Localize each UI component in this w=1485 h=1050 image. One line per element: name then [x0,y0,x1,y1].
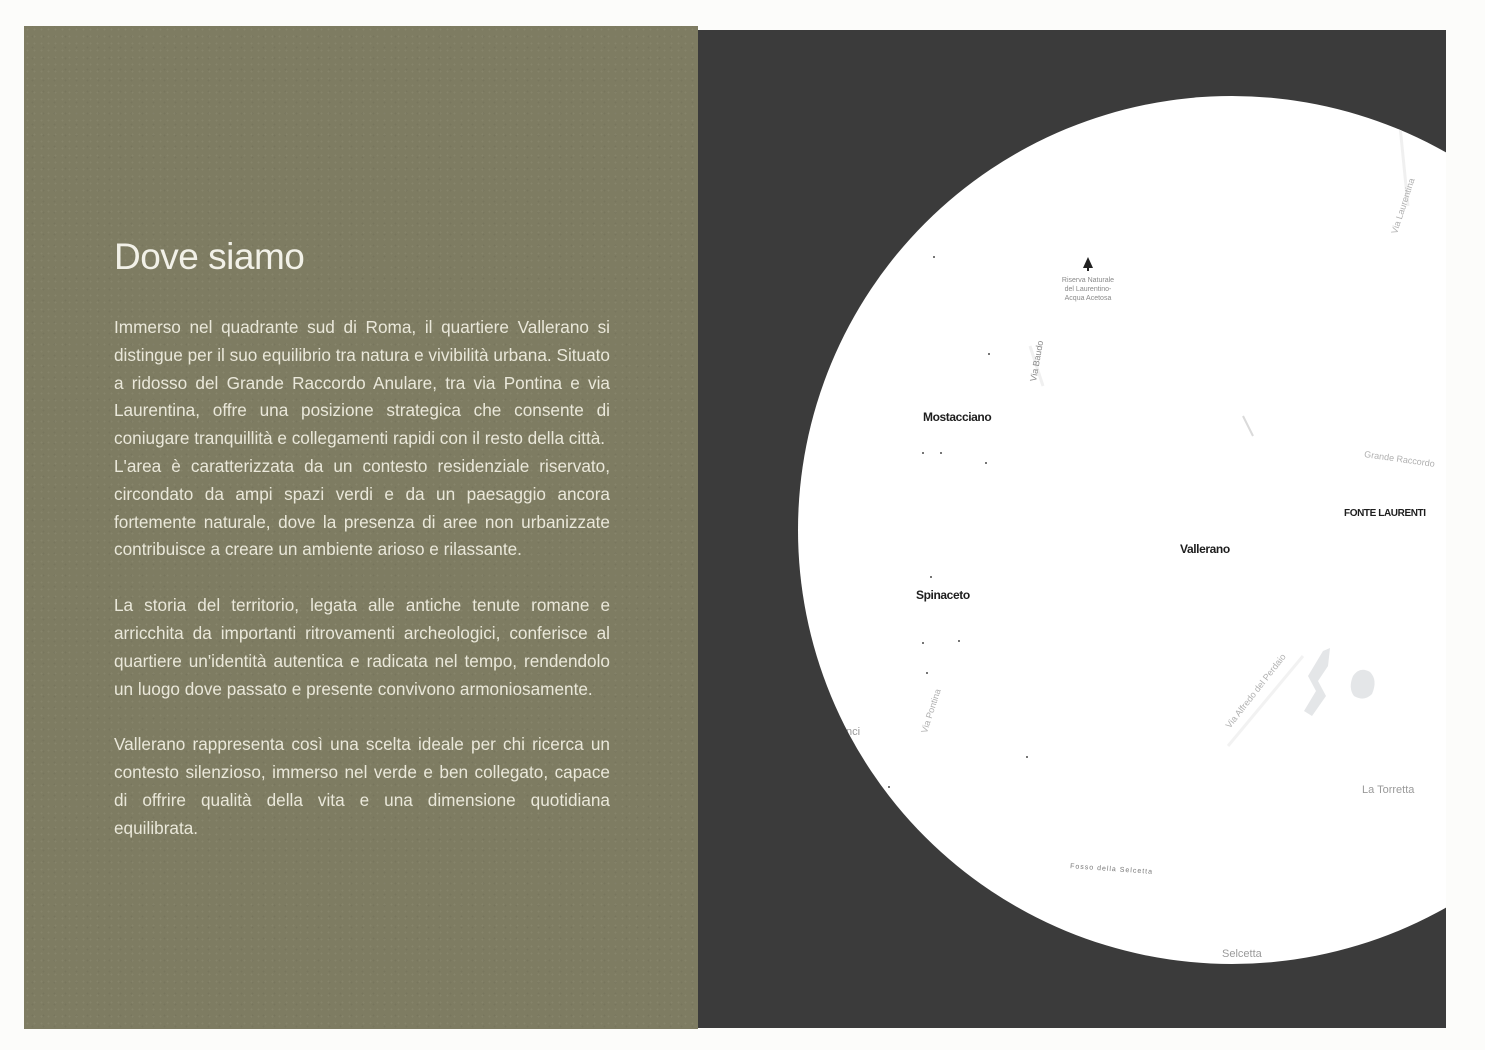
map-speck [922,452,924,454]
map-speck [940,452,942,454]
paragraph-conclusion: Vallerano rappresenta così una scelta ideale per chi ricerca un contesto silenzioso, immerso nel verde e ben collegato, capace di offrire qualità della vita e una dimensione quotidiana equilibrata. [114,734,610,838]
map-speck [922,642,924,644]
map-speck [988,353,990,355]
map-speck [926,672,928,674]
map-panel [698,30,1446,1028]
place-selcetta: Selcetta [1222,948,1262,960]
road-via-laurentina: Via Laurentina [1389,176,1417,236]
place-mostacciano: Mostacciano [923,410,992,424]
place-fonte-laurentina: FONTE LAURENTI [1344,508,1426,519]
section-title: Dove siamo [114,236,305,277]
paragraph-history: La storia del territorio, legata alle antiche tenute romane e arricchita da importanti ritrovamenti archeologici, conferisce al quartiere un'identità autentica e radicata nel tempo, rendendolo un luogo dove passato e presente convivono armoniosamente. [114,595,610,699]
paragraph-intro: Immerso nel quadrante sud di Roma, il quartiere Vallerano si distingue per il suo equilibrio tra natura e vivibilità urbana. Situato a ridosso del Grande Raccordo Anulare, tra via Pontina e via Laurentina, offre una posizione strategica che consente di coniugare tranquillità e collegamenti rapidi con il resto della città. [114,317,610,449]
place-vallerano: Vallerano [1180,542,1230,556]
road-grande-raccordo: Grande Raccordo [1363,449,1436,469]
map-speck [888,786,890,788]
road-via-pontina: Via Pontina [919,687,943,735]
place-cenci: Cenci [832,726,861,738]
road-via-alfredo: Via Alfredo del Perdaio [1223,651,1288,731]
road-line [1243,416,1253,436]
map-speck [1026,756,1028,758]
paragraph-area: L'area è caratterizzata da un contesto residenziale riservato, circondato da ampi spazi verdi e da un paesaggio ancora fortemente naturale, dove la presenza di aree non urbanizzate contribuisce a creare un ambiente arioso e rilassante. [114,455,610,560]
park-area-icon [1298,636,1388,726]
text-panel [24,26,698,1029]
place-la-torretta: La Torretta [1362,784,1415,796]
road-fosso-selcetta: Fosso della Selcetta [1069,863,1154,876]
reserve-line: del Laurentino- [1064,286,1112,293]
section-body [114,314,610,843]
tree-icon [1082,257,1094,271]
map-speck [985,462,987,464]
place-spinaceto: Spinaceto [916,588,970,602]
reserve-line: Riserva Naturale [1061,277,1115,284]
map-speck [933,256,935,258]
map-roads [798,96,1446,964]
road-via-baudo: Via Baudo [1028,339,1046,383]
location-map [798,96,1446,964]
reserve-line: Acqua Acetosa [1064,295,1112,302]
map-speck [958,640,960,642]
reserve-label [1046,276,1130,303]
map-speck [930,576,932,578]
